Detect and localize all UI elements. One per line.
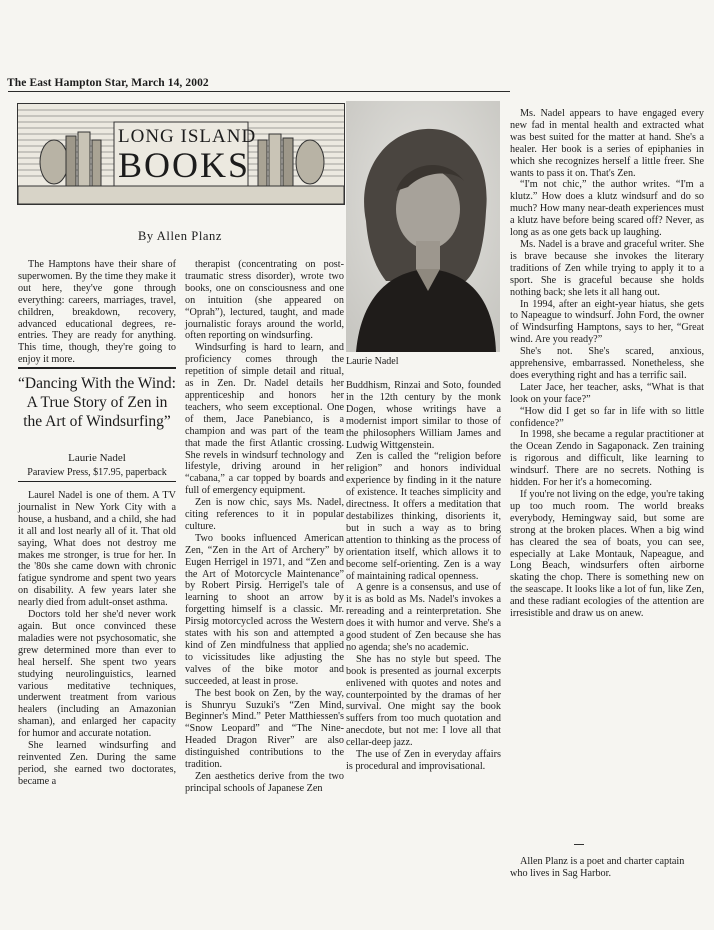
column-banner xyxy=(17,103,345,205)
intro-text: The Hamptons have their share of superwomen. By the time they make it out here, they've gone through everything: careers, marriages, travel, children, breakdown, recovery, advanced educational degrees, re-entries. They are ready for anything. This time, though, they're going to enjoy it more. xyxy=(18,259,176,366)
paragraph: Zen is called the “religion before religion” and honors individual experience by finding in it the nature of existence. It teaches simplicity and directness. It offers a meditation that destabilizes thinking, disorients it, but in such a way as to bring attention to thinking as the process of orientation itself, which allows it to become self-orienting. Zen is a way of maintaining radical openness. xyxy=(346,451,501,582)
end-mark xyxy=(574,844,584,845)
column-1 xyxy=(18,490,176,788)
column-3 xyxy=(346,380,501,773)
headline-bottom-rule xyxy=(18,481,176,482)
paragraph: “How did I get so far in life with so little confidence?” xyxy=(510,405,704,429)
paragraph: Windsurfing is hard to learn, and proficiency comes through the repetition of simple detail and ritual, as in Zen. Dr. Nadel details her apprenticeship and honors her teachers, who seem exceptional. One of them, Jace Panebianco, is a champion and was part of the team that made the first Atlantic crossing. She revels in windsurf technology and lifestyle, driving around in her “cabana,” a car topped by boards and full of emergency equipment. xyxy=(185,342,344,497)
paragraph: Later Jace, her teacher, asks, “What is that look on your face?” xyxy=(510,381,704,405)
photo-caption: Laurie Nadel xyxy=(346,356,399,367)
author-photo xyxy=(346,101,500,352)
dateline: The East Hampton Star, March 14, 2002 xyxy=(7,77,209,89)
paragraph: In 1994, after an eight-year hiatus, she gets to Napeague to windsurf. John Ford, the owner of Windsurfing Hamptons, says to her, “Great wind. Are you ready?” xyxy=(510,298,704,346)
paragraph: Two books influenced American Zen, “Zen in the Art of Archery” by Eugen Herrigel in 1971, and “Zen and the Art of Motorcycle Maintenance” by Robert Pirsig. Herrigel's tale of learning to shoot an arrow by forgetting himself is a classic. Mr. Pirsig motorcycled across the Western states with his son and attempted a kind of Zen mindfulness that applied to vicissitudes like adjusting the valves of the bike motor and succeeded, at least in prose. xyxy=(185,532,344,687)
paragraph: The use of Zen in everyday affairs is procedural and improvisational. xyxy=(346,749,501,772)
paragraph: Zen is now chic, says Ms. Nadel, citing references to it in popular culture. xyxy=(185,497,344,532)
intro-paragraph xyxy=(18,259,176,366)
paragraph: If you're not living on the edge, you're taking up too much room. The world breaks everybody, Hemingway said, but some are strong at the broken places. When a big wind has cleared the sea of boats, you can see, especially at Lake Montauk, Napeague, and Long Beach, windsurfers often airborne skating the chop. There is something new on the seascape. It looks like a lot of fun, like Zen, and these radiant ecologies of the attention are irresistible and draw us on anew. xyxy=(510,489,704,620)
paragraph: Doctors told her she'd never work again. But once convinced these maladies were not psychosomatic, she grew determined more than ever to heal herself. She spent two years studying neurolinguistics, learned various meditative techniques, underwent treatment from various healers (including an Amazonian shaman), and enlarged her capacity for humor and accurate notation. xyxy=(18,609,176,740)
portrait-image xyxy=(346,101,500,352)
paragraph: Buddhism, Rinzai and Soto, founded in the 12th century by the monk Dogen, whose writings have a modernist import similar to those of the philosophers William James and Ludwig Wittgenstein. xyxy=(346,380,501,451)
author-bio: Allen Planz is a poet and charter captain who lives in Sag Harbor. xyxy=(510,856,685,879)
book-publisher: Paraview Press, $17.95, paperback xyxy=(27,467,167,478)
book-title: “Dancing With the Wind: A True Story of Zen in the Art of Windsurfing” xyxy=(18,375,176,430)
paragraph: She learned windsurfing and reinvented Zen. During the same period, she earned two doctorates, became a xyxy=(18,740,176,787)
paragraph: Laurel Nadel is one of them. A TV journalist in New York City with a house, a husband, and a child, she had it all and lost nearly all of it. That old saying, What does not destroy me makes me stronger, is true for her. In the '80s she came down with chronic fatigue syndrome and spent two years on disability. A few years later she nearly died from adult-onset asthma. xyxy=(18,490,176,609)
byline: By Allen Planz xyxy=(137,229,223,243)
paragraph: In 1998, she became a regular practitioner at the Ocean Zendo in Sagaponack. Zen training is rigorous and difficult, like learning to windsurf. There are no secrets. Nothing is hidden. For her it's a homecoming. xyxy=(510,429,704,489)
banner-title-line1: LONG ISLAND xyxy=(118,126,257,147)
column-2 xyxy=(185,259,344,795)
paragraph: Ms. Nadel appears to have engaged every new fad in mental health and extracted what was best suited for the matter at hand. She's a healer. Her book is a series of epiphanies in which she recognizes herself a little freer. She wants to pass it on. That's Zen. xyxy=(510,108,704,179)
banner-title-line2: BOOKS xyxy=(118,145,251,185)
paragraph: “I'm not chic,” the author writes. “I'm a klutz.” How does a klutz windsurf and do so much? How many near-death experiences must a klutz have before being scared off? Never, as long as as one gets back up laughing. xyxy=(510,179,704,239)
column-4 xyxy=(510,108,704,620)
paragraph: therapist (concentrating on post-traumatic stress disorder), wrote two books, one on consciousness and one on intuition (she appeared on “Oprah”), lectured, taught, and made journalistic forays around the world, often reporting on windsurfing. xyxy=(185,259,344,342)
book-author: Laurie Nadel xyxy=(68,452,126,464)
paragraph: She has no style but speed. The book is presented as journal excerpts enlivened with quotes and notes and counterpointed by the dramas of her survival. One might say the book suffers from too much quotation and anecdote, but not me: I love all that cellar-deep jazz. xyxy=(346,653,501,749)
paragraph: She's not. She's scared, anxious, apprehensive, embarrassed. Nonetheless, she does everything right and has a terrific sail. xyxy=(510,346,704,381)
paragraph: A genre is a consensus, and use of it is as bold as Ms. Nadel's invokes a rereading and a reinterpretation. She does it with humor and verve. She's a good student of Zen because she has no agenda; she's no academic. xyxy=(346,582,501,653)
right-bookend-icon xyxy=(258,134,324,186)
paragraph: The best book on Zen, by the way, is Shunryu Suzuki's “Zen Mind, Beginner's Mind.” Peter Matthiessen's “Snow Leopard” and “The Nine-Headed Dragon River” are also distinguished contributions to the tradition. xyxy=(185,687,344,771)
header-rule xyxy=(8,91,510,92)
paragraph: Zen aesthetics derive from the two principal schools of Japanese Zen xyxy=(185,770,344,794)
paragraph: Ms. Nadel is a brave and graceful writer. She is brave because she invokes the literary traditions of Zen while trying to apply it to a sport. She is graceful because she holds nothing back; she lets it all hang out. xyxy=(510,238,704,298)
headline-top-rule xyxy=(18,367,176,369)
